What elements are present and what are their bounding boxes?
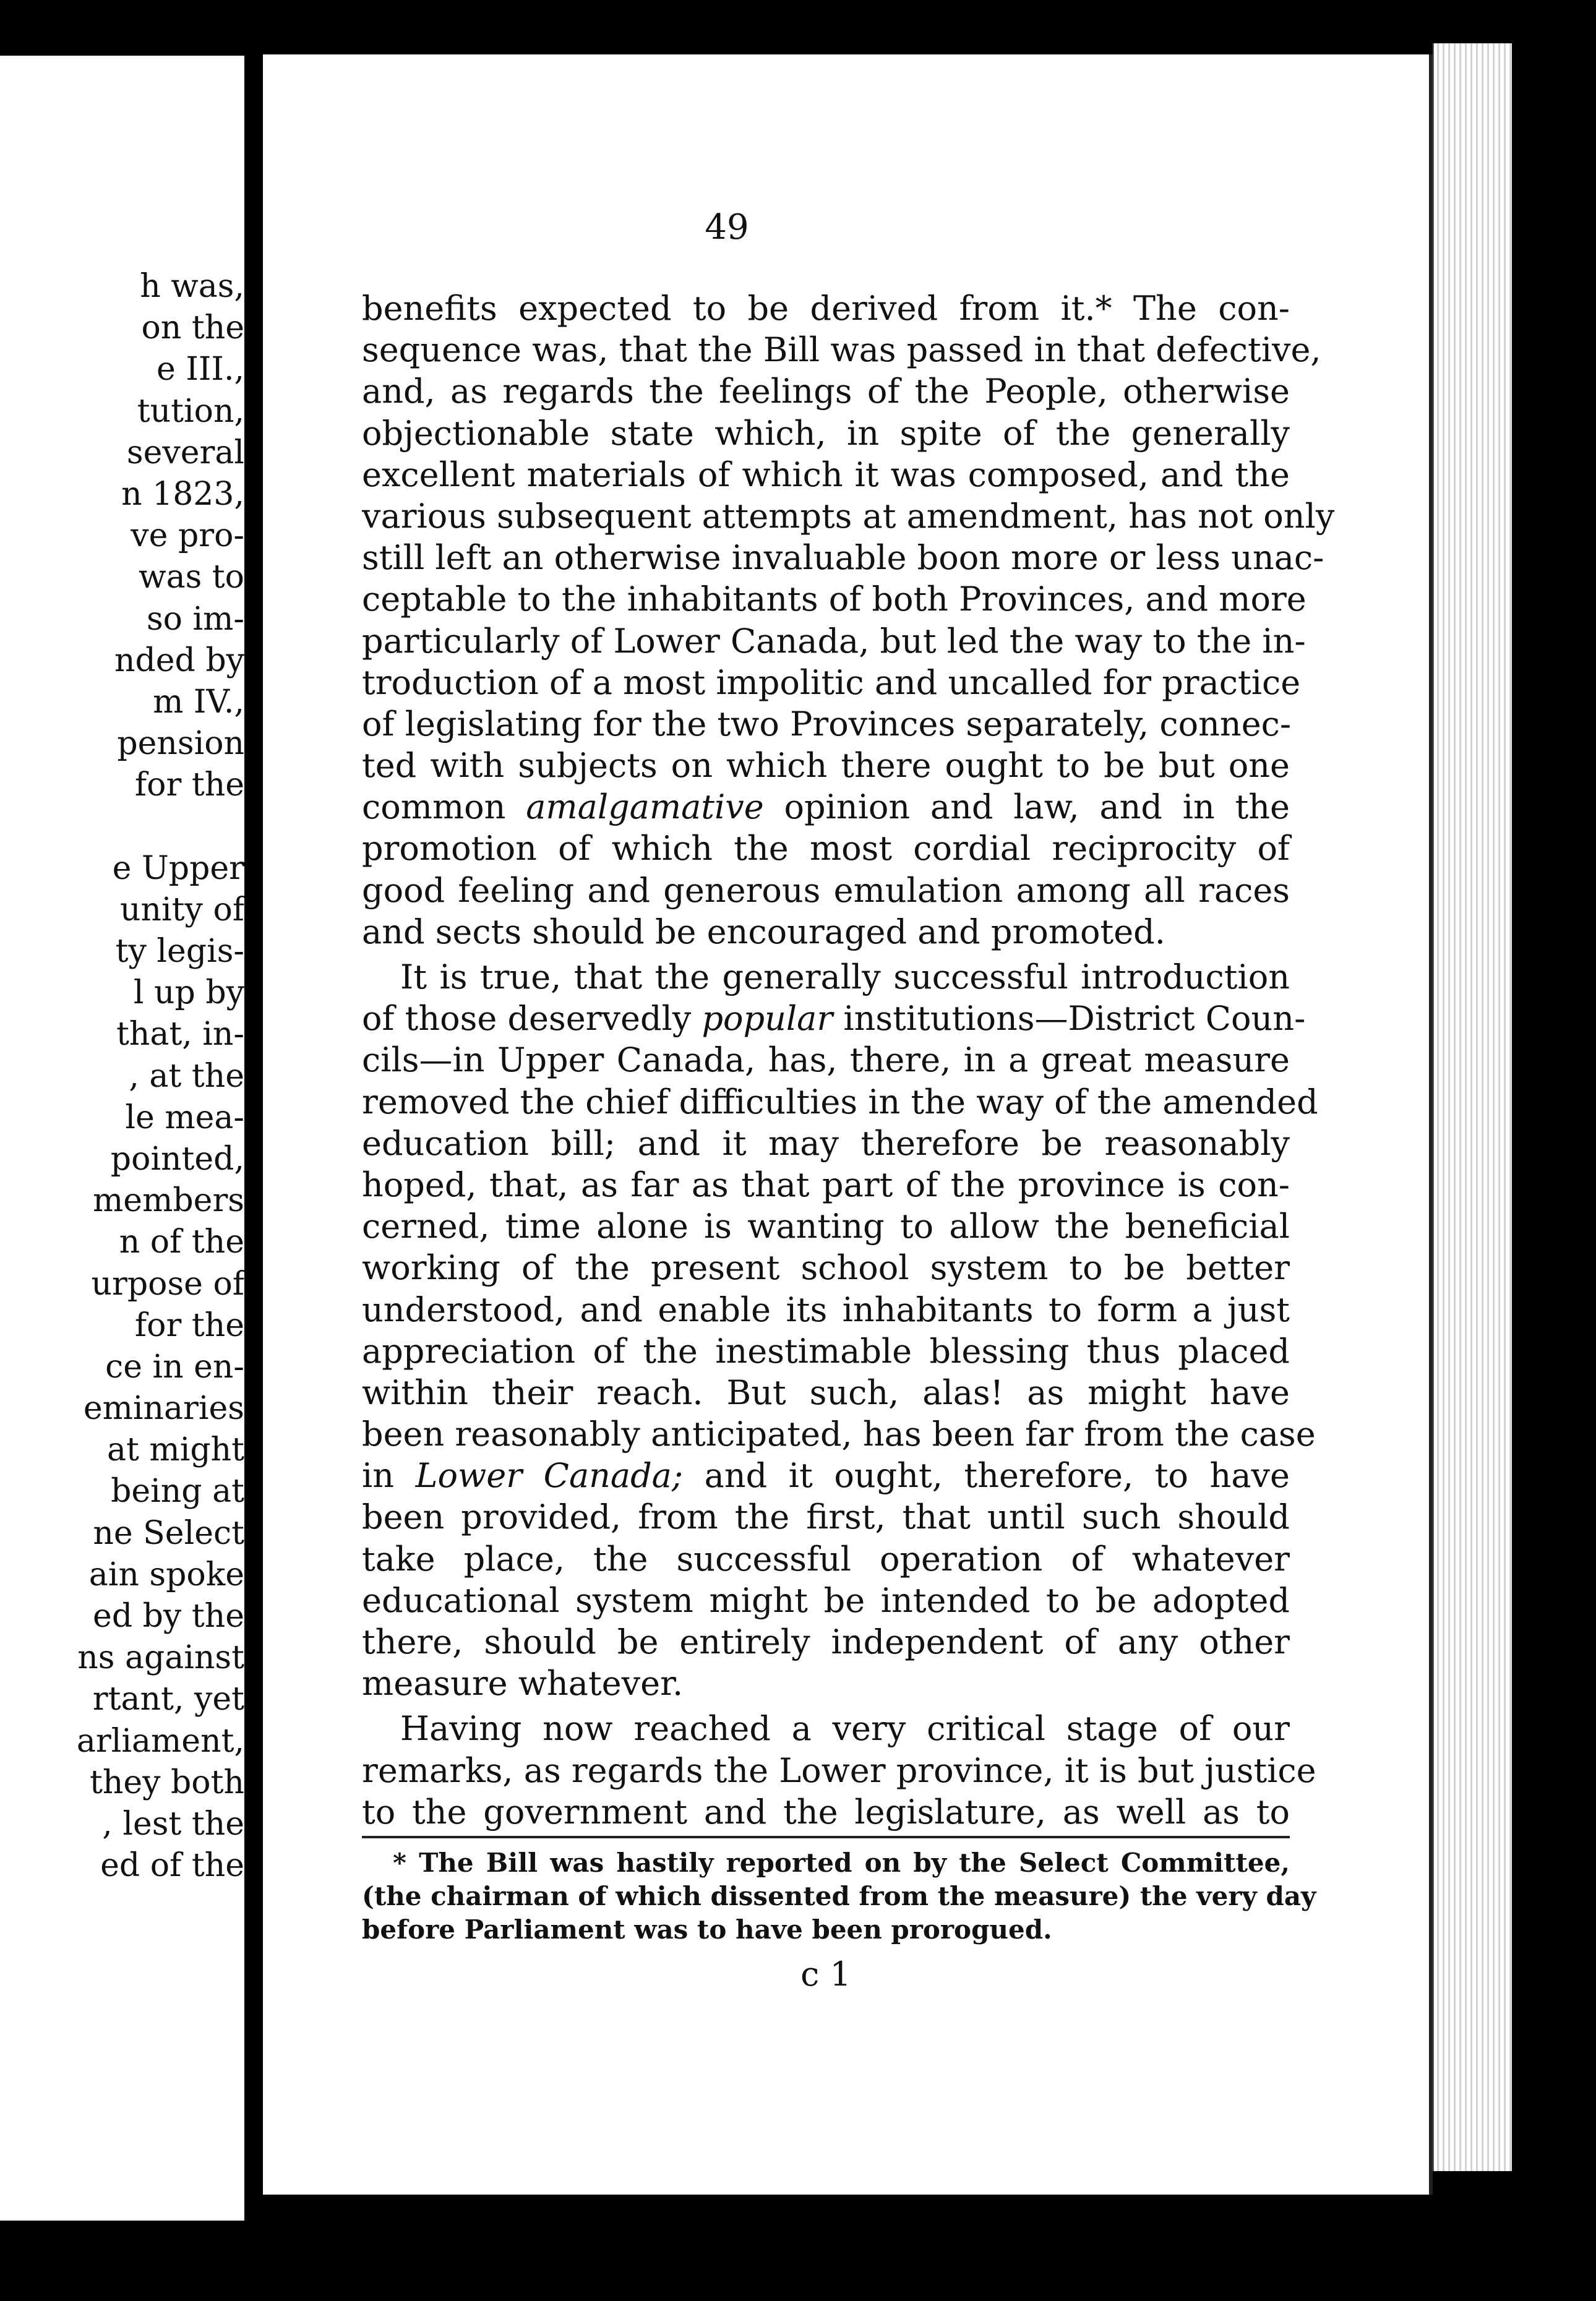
text-line: removed the chief difficulties in the way of the amended bbox=[362, 1082, 1318, 1121]
text-line: ted with subjects on which there ought to be but one bbox=[362, 746, 1290, 786]
text-line: been provided, from the first, that until such should bbox=[362, 1498, 1290, 1537]
text-line: troduction of a most impolitic and uncalled for practice bbox=[362, 662, 1301, 702]
text-line: hoped, that, as far as that part of the province is con- bbox=[362, 1165, 1290, 1204]
text-segment: and it ought, therefore, to have bbox=[683, 1456, 1290, 1496]
previous-page-line: , lest the bbox=[102, 1805, 244, 1843]
text-segment: opinion and law, and in the bbox=[763, 787, 1290, 827]
page-edges bbox=[1433, 43, 1512, 2171]
previous-page-line: h was, bbox=[140, 268, 244, 305]
page-number: 49 bbox=[705, 207, 749, 247]
previous-page-line: pension bbox=[117, 725, 244, 763]
text-line bbox=[362, 998, 1306, 1039]
previous-page-line: they both bbox=[89, 1763, 244, 1801]
text-segment: in bbox=[362, 1456, 416, 1496]
text-line: various subsequent attempts at amendment, has not only bbox=[362, 496, 1335, 536]
previous-page-line: ne Select bbox=[93, 1514, 244, 1552]
previous-page-line: at might bbox=[106, 1431, 244, 1469]
text-line: excellent materials of which it was composed, and the bbox=[362, 455, 1290, 494]
previous-page-line: members bbox=[93, 1182, 244, 1220]
text-line: measure whatever. bbox=[362, 1664, 684, 1703]
text-line: education bill; and it may therefore be reasonably bbox=[362, 1123, 1290, 1163]
previous-page-line: so im- bbox=[146, 600, 244, 638]
previous-page-line: nded by bbox=[114, 641, 244, 679]
text-line: working of the present school system to be better bbox=[362, 1248, 1290, 1288]
previous-page-line: l up by bbox=[133, 974, 244, 1012]
previous-page-line: arliament, bbox=[76, 1722, 244, 1760]
text-line: promotion of which the most cordial reciprocity of bbox=[362, 829, 1290, 868]
text-line: still left an otherwise invaluable boon more or less unac- bbox=[362, 538, 1324, 578]
text-line: been reasonably anticipated, has been far from the case bbox=[362, 1415, 1316, 1454]
previous-page-line: being at bbox=[111, 1473, 244, 1510]
text-line: educational system might be intended to be adopted bbox=[362, 1580, 1290, 1620]
previous-page-line: for the bbox=[134, 766, 244, 804]
previous-page-line: unity of bbox=[120, 891, 244, 928]
text-line: cerned, time alone is wanting to allow the beneficial bbox=[362, 1207, 1290, 1246]
previous-page-line: rtant, yet bbox=[92, 1681, 244, 1718]
previous-page-line: for the bbox=[134, 1306, 244, 1344]
previous-page-line: ain spoke bbox=[88, 1556, 244, 1593]
footnote-line: before Parliament was to have been prorogued. bbox=[362, 1914, 1052, 1945]
previous-page-fragment bbox=[0, 56, 244, 2221]
italic-text: Lower Canada; bbox=[415, 1456, 684, 1496]
text-line: benefits expected to be derived from it.* The con- bbox=[362, 289, 1290, 328]
text-line: ceptable to the inhabitants of both Provinces, and more bbox=[362, 580, 1306, 619]
text-line: there, should be entirely independent of any other bbox=[362, 1622, 1290, 1661]
text-line: good feeling and generous emulation among all races bbox=[362, 870, 1290, 910]
body-text bbox=[362, 288, 1335, 1833]
previous-page-line bbox=[0, 806, 244, 847]
text-line: take place, the successful operation of whatever bbox=[362, 1539, 1290, 1579]
italic-text: popular bbox=[701, 999, 833, 1039]
previous-page-line: on the bbox=[141, 309, 244, 347]
previous-page-text bbox=[0, 266, 244, 1887]
footnote bbox=[362, 1846, 1316, 1947]
text-line: It is true, that the generally successful introduction bbox=[400, 958, 1290, 996]
text-line: appreciation of the inestimable blessing thus placed bbox=[362, 1331, 1290, 1371]
text-line: of legislating for the two Provinces separately, connec- bbox=[362, 704, 1292, 743]
previous-page-line: ns against bbox=[77, 1639, 244, 1677]
previous-page-line: urpose of bbox=[91, 1265, 244, 1303]
italic-text: amalgamative bbox=[526, 787, 764, 827]
text-segment: common bbox=[362, 787, 526, 827]
previous-page-line: m IV., bbox=[153, 683, 244, 721]
text-segment: institutions—District Coun- bbox=[833, 999, 1306, 1039]
text-line bbox=[362, 1455, 1290, 1496]
previous-page-line: eminaries bbox=[83, 1390, 244, 1428]
footnote-rule bbox=[362, 1836, 1290, 1838]
book-spine bbox=[244, 56, 263, 2252]
text-line bbox=[362, 786, 1290, 828]
previous-page-line: ce in en- bbox=[105, 1348, 244, 1386]
text-line: remarks, as regards the Lower province, it is but justice bbox=[362, 1750, 1316, 1790]
signature-mark: c 1 bbox=[800, 1955, 851, 1994]
previous-page-line: that, in- bbox=[116, 1016, 244, 1053]
previous-page-line: ed of the bbox=[100, 1847, 244, 1885]
previous-page-line: e Upper bbox=[112, 849, 244, 887]
footnote-line: * The Bill was hastily reported on by the Select Committee, bbox=[393, 1848, 1290, 1878]
previous-page-line: tution, bbox=[137, 392, 244, 430]
text-line: within their reach. But such, alas! as might have bbox=[362, 1373, 1290, 1412]
text-line: to the government and the legislature, as well as to bbox=[362, 1792, 1290, 1832]
previous-page-line: n 1823, bbox=[121, 475, 244, 513]
previous-page-line: pointed, bbox=[110, 1140, 244, 1178]
previous-page-line: ed by the bbox=[93, 1598, 244, 1635]
previous-page-line: ve pro- bbox=[131, 517, 244, 555]
previous-page-line: le mea- bbox=[125, 1099, 244, 1136]
text-line: and sects should be encouraged and promoted. bbox=[362, 912, 1165, 951]
text-line: sequence was, that the Bill was passed in that defective, bbox=[362, 330, 1321, 370]
text-line: particularly of Lower Canada, but led the way to the in- bbox=[362, 621, 1306, 661]
previous-page-line: n of the bbox=[119, 1223, 244, 1261]
previous-page-line: was to bbox=[139, 559, 244, 596]
text-segment: of those deservedly bbox=[362, 999, 702, 1039]
text-line: understood, and enable its inhabitants to form a just bbox=[362, 1290, 1290, 1329]
previous-page-line: ty legis- bbox=[115, 933, 244, 970]
footnote-line: (the chairman of which dissented from the measure) the very day bbox=[362, 1881, 1316, 1911]
previous-page-line: several bbox=[126, 434, 244, 471]
text-line: objectionable state which, in spite of the generally bbox=[362, 413, 1290, 453]
previous-page-line: e III., bbox=[157, 351, 244, 388]
previous-page-line: , at the bbox=[129, 1057, 244, 1095]
text-line: and, as regards the feelings of the People, otherwise bbox=[362, 372, 1290, 411]
text-line: Having now reached a very critical stage of our bbox=[400, 1709, 1290, 1749]
text-line: cils—in Upper Canada, has, there, in a great measure bbox=[362, 1040, 1290, 1080]
